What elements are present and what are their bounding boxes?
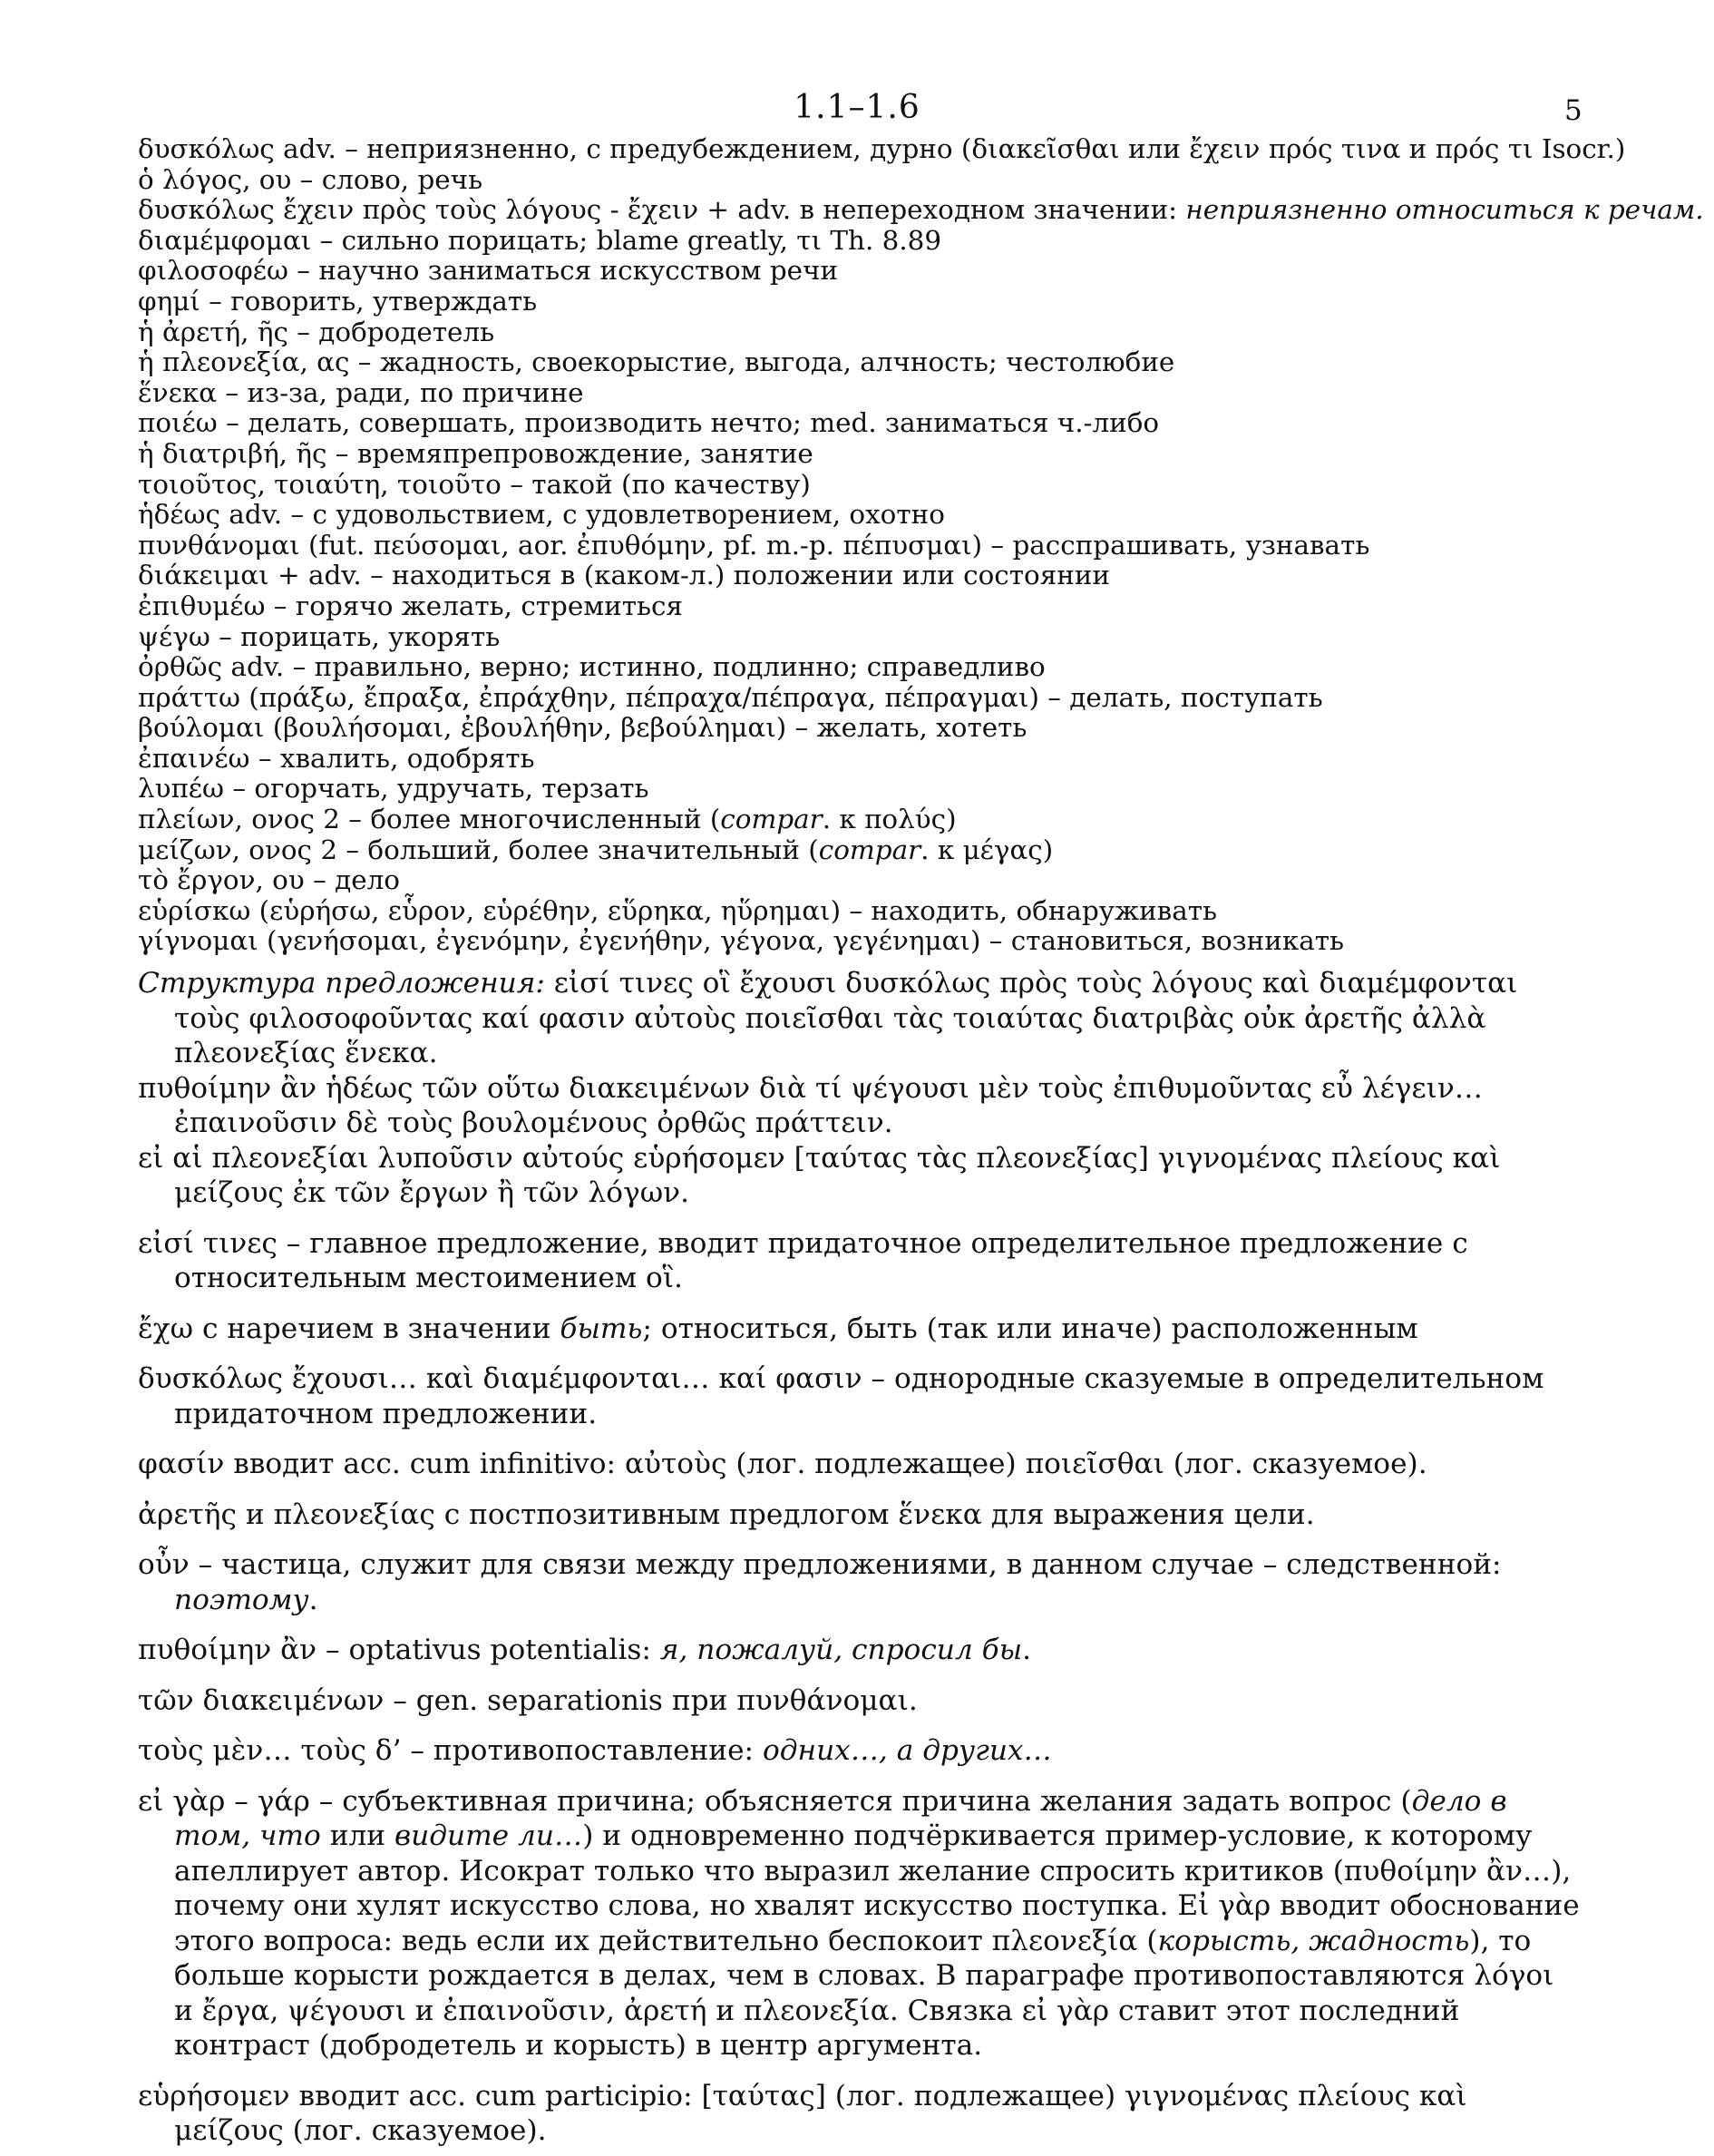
- vocab-entry: φιλοσοφέω – научно заниматься искусством речи: [138, 255, 839, 287]
- vocab-entry: ὁ λόγος, ου – слово, речь: [138, 163, 483, 195]
- note-paragraph: εἰσί τινες – главное предложение, вводит придаточное определительное предложение с относительным местоимением οἳ.: [138, 1226, 1468, 1294]
- structure-line: Структура предложения: εἰσί τινες οἳ ἔχουσι δυσκόλως πρὸς τοὺς λόγους καὶ διαμέμφονται τοὺς φιλοσοφοῦντας καί φασιν αὐτοὺς ποιεῖσθαι τὰς τοιαύτας διατριβὰς οὐκ ἀρετῆς ἀλλὰ πλεονεξίας ἕνεκα.: [138, 967, 1518, 1069]
- vocab-entry: μείζων, ονος 2 – больший, более значительный (compar. к μέγας): [138, 834, 1054, 865]
- vocab-entry: ἡ διατριβή, ῆς – времяпрепровождение, занятие: [138, 437, 813, 469]
- note-paragraph: φασίν вводит acc. cum infinitivo: αὐτοὺς (лог. подлежащее) ποιεῖσθαι (лог. сказуемое).: [138, 1448, 1427, 1480]
- vocab-entry: πλείων, ονος 2 – более многочисленный (compar. к πολύς): [138, 804, 957, 835]
- vocab-entry: φημί – говорить, утверждать: [138, 285, 538, 317]
- vocab-entry: λυπέω – огорчать, удручать, терзать: [138, 773, 649, 805]
- vocab-entry: τὸ ἔργον, ου – дело: [138, 864, 400, 896]
- note-paragraph: εὑρήσομεν вводит acc. cum participio: [ταύτας] (лог. подлежащее) γιγνομένας πλείους καὶ μείζους (лог. сказуемое).: [138, 2079, 1467, 2147]
- note-paragraph: δυσκόλως ἔχουσι… καὶ διαμέμφονται… καί φασιν – однородные сказуемые в определительном придаточном предложении.: [138, 1362, 1544, 1430]
- vocab-entry: ἡ ἀρετή, ῆς – добродетель: [138, 316, 495, 347]
- vocab-entry: ποιέω – делать, совершать, производить нечто; med. заниматься ч.-либо: [138, 407, 1160, 439]
- vocab-entry: βούλομαι (βουλήσομαι, ἐβουλήθην, βεβούλημαι) – желать, хотеть: [138, 712, 1027, 744]
- vocab-entry: γίγνομαι (γενήσομαι, ἐγενόμην, ἐγενήθην, γέγονα, γεγένημαι) – становиться, возникать: [138, 925, 1344, 957]
- page-number: 5: [1564, 94, 1583, 127]
- vocab-entry: πυνθάνομαι (fut. πεύσομαι, aor. ἐπυθόμην, pf. m.-p. πέπυσμαι) – расспрашивать, узнавать: [138, 529, 1370, 561]
- vocab-entry: διάκειμαι + adv. – находиться в (каком-л.) положении или состоянии: [138, 560, 1110, 591]
- vocab-entry: ἐπαινέω – хвалить, одобрять: [138, 742, 535, 774]
- note-paragraph: τοὺς μὲν… τοὺς δ’ – противопоставление: одних…, а других…: [138, 1734, 1052, 1767]
- running-head: 1.1–1.6: [794, 89, 920, 126]
- note-paragraph: ἀρετῆς и πλεονεξίας с постпозитивным предлогом ἕνεκα для выражения цели.: [138, 1497, 1315, 1531]
- commentary: [138, 966, 1580, 2156]
- vocab-entry: τοιοῦτος, τοιαύτη, τοιοῦτο – такой (по качеству): [138, 468, 811, 500]
- vocab-entry: ἐπιθυμέω – горячо желать, стремиться: [138, 590, 683, 621]
- vocab-entry: πράττω (πράξω, ἔπραξα, ἐπράχθην, πέπραχα/πέπραγα, πέπραγμαι) – делать, поступать: [138, 681, 1323, 713]
- note-paragraph: τῶν διακειμένων – gen. separationis при πυνθάνομαι.: [138, 1683, 918, 1717]
- sentence-structure: [138, 966, 1580, 1211]
- vocab-entry: δυσκόλως ἔχειν πρὸς τοὺς λόγους - ἔχειν + adv. в непереходном значении: неприязненно относиться к речам.: [138, 194, 1704, 226]
- vocab-entry: διαμέμφομαι – сильно порицать; blame greatly, τι Th. 8.89: [138, 224, 942, 256]
- vocabulary-list: [138, 133, 1704, 957]
- vocab-entry: ἡδέως adv. – с удовольствием, с удовлетворением, охотно: [138, 499, 945, 531]
- note-paragraph: πυθοίμην ἂν – optativus potentialis: я, пожалуй, спросил бы.: [138, 1634, 1032, 1666]
- structure-line: εἰ αἱ πλεονεξίαι λυποῦσιν αὐτούς εὑρήσομεν [ταύτας τὰς πλεονεξίας] γιγνομένας πλείους καὶ μείζους ἐκ τῶν ἔργων ἢ τῶν λόγων.: [138, 1141, 1501, 1209]
- structure-line: πυθοίμην ἂν ἡδέως τῶν οὕτω διακειμένων διὰ τί ψέγουσι μὲν τοὺς ἐπιθυμοῦντας εὖ λέγειν… ἐπαινοῦσιν δὲ τοὺς βουλομένους ὀρθῶς πράττειν.: [138, 1071, 1483, 1139]
- vocab-entry: ὀρθῶς adv. – правильно, верно; истинно, подлинно; справедливо: [138, 651, 1046, 683]
- note-paragraph: εἰ γὰρ – γάρ – субъективная причина; объясняется причина желания задать вопрос (дело в том, что или видите ли…) и одновременно подчёркивается пример-условие, к которому апеллирует автор. Исократ только что выразил желание спросить критиков (πυθοίμην ἂν…), почему они хулят искусство слова, но хвалят искусство поступка. Εἰ γὰρ вводит обоснование этого вопроса: ведь если их действительно беспокоит πλεονεξία (корысть, жадность), то больше корысти рождается в делах, чем в словах. В параграфе противопоставляются λόγοι и ἔργα, ψέγουσι и ἐπαινοῦσιν, ἀρετή и πλεονεξία. Связка εἰ γὰρ ставит этот последний контраст (добродетель и корысть) в центр аргумента.: [138, 1784, 1580, 2062]
- vocab-entry: εὑρίσκω (εὑρήσω, εὗρον, εὑρέθην, εὕρηκα, ηὕρημαι) – находить, обнаруживать: [138, 894, 1218, 926]
- note-paragraph: ἔχω с наречием в значении быть; относиться, быть (так или иначе) расположенным: [138, 1312, 1418, 1345]
- vocab-entry: δυσκόλως adv. – неприязненно, с предубеждением, дурно (διακεῖσθαι или ἔχειν πρός τινα и πρός τι Isocr.): [138, 133, 1626, 164]
- vocab-entry: ἡ πλεονεξία, ας – жадность, своекорыстие, выгода, алчность; честолюбие: [138, 346, 1175, 378]
- vocab-entry: ἕνεκα – из-за, ради, по причине: [138, 376, 584, 408]
- note-paragraph: οὖν – частица, служит для связи между предложениями, в данном случае – следственной: поэтому.: [138, 1548, 1502, 1616]
- vocab-entry: ψέγω – порицать, укорять: [138, 620, 501, 652]
